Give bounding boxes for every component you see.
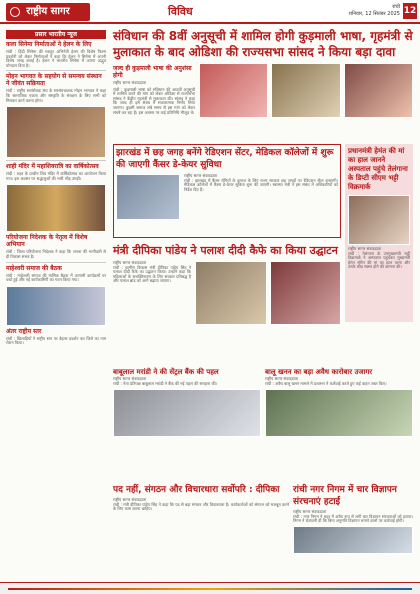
left-story-3	[6, 163, 106, 181]
lead-photo-3	[344, 63, 413, 118]
brand-logo	[6, 3, 90, 21]
story-8-body: रांची : अवैध बालू खनन मामले में प्रशासन ने कार्रवाई करते हुए कई वाहन जब्त किए।	[265, 380, 387, 386]
logo-emblem-icon	[10, 7, 20, 17]
left-story-1-headline: कला सिनेमा निर्माताओं ने हेलन के लिए	[6, 41, 92, 48]
left-story-1	[6, 41, 106, 68]
page-footer	[0, 582, 420, 594]
story-3-body: रांची : ग्रामीण विकास मंत्री दीपिका पांडेय सिंह ने पलाश दीदी कैफे का उद्घाटन किया। उन्होंने कहा कि महिलाओं के सशक्तिकरण के लिए सरकार प्रतिबद्ध है और पलाश ब्रांड को आगे बढ़ाया जाएगा।	[113, 264, 191, 284]
story-5-byline: राष्ट्रीय सागर संवाददाता	[113, 497, 147, 502]
story-8-headline: बालू खनन का बड़ा अवैध कारोबार उजागर	[265, 368, 373, 376]
left-story-4-body: रांची : जिला परियोजना निदेशक ने कहा कि जनता की भागीदारी से ही विकास संभव है।	[6, 249, 106, 259]
story-7-headline: बाबूलाल मरांडी ने की सेंट्रल बैंक की पहल	[113, 368, 219, 376]
story-8-photo	[265, 389, 413, 437]
story-2-photo	[116, 174, 180, 220]
story-4-byline: राष्ट्रीय सागर संवाददाता	[348, 246, 382, 251]
story-3-photo-2	[270, 261, 342, 325]
lead-photo-1	[199, 63, 268, 118]
section-title: विविध	[168, 5, 193, 18]
divider	[6, 262, 106, 263]
story-6-body: रांची : नगर निगम ने शहर में अवैध रूप से लगी चार विज्ञापन संरचनाओं को हटाया। निगम ने चेतावनी दी कि बिना अनुमति विज्ञापन लगाने वालों पर कार्रवाई होगी।	[293, 513, 413, 524]
story-8-byline: राष्ट्रीय सागर संवाददाता	[265, 376, 299, 381]
left-story-6-headline: अंतर राष्ट्रीय स्तर	[6, 327, 42, 335]
story-6-byline: राष्ट्रीय सागर संवाददाता	[293, 509, 327, 514]
main-content	[113, 28, 413, 570]
left-story-5	[6, 265, 106, 283]
left-story-4-headline: परियोजना निदेशक के नेतृत्व में विशेष अभियान	[6, 234, 88, 249]
lead-headline: संविधान की 8वीं अनुसूची में शामिल होगी कुड़माली भाषा, गृहमंत्री से मुलाकात के बाद ओडिशा की राज्यसभा सांसद ने किया बड़ा दावा	[113, 29, 413, 59]
divider	[6, 160, 106, 161]
story-hemant-mother	[345, 144, 413, 322]
story-2-headline: झारखंड में छह जगह बनेंगे रेडिएशन सेंटर, मेडिकल कॉलेजों में शुरू की जाएगी कैंसर डे-केयर सुविधा	[116, 148, 334, 170]
story-ad-structures	[293, 484, 413, 554]
left-story-2-headline: मोहन भागवत के सहयोग से समन्वय संस्थान ने जीवंत सक्रियता	[6, 73, 102, 88]
story-6-photo	[293, 526, 413, 554]
date-city: रांची	[392, 4, 400, 10]
left-story-2	[6, 73, 106, 103]
story-palash-cafe	[113, 244, 341, 325]
story-babulal	[113, 368, 261, 437]
lead-byline: राष्ट्रीय सागर संवाददाता	[113, 80, 147, 85]
story-3-byline: राष्ट्रीय सागर संवाददाता	[113, 260, 147, 265]
left-story-5-body: रांची : माहेश्वरी समाज की मासिक बैठक में आगामी कार्यक्रमों पर चर्चा हुई और नई कार्यकारिणी का गठन किया गया।	[6, 272, 106, 283]
left-column	[6, 30, 106, 570]
story-sand-mining	[265, 368, 413, 437]
story-7-body: रांची : नेता प्रतिपक्ष बाबूलाल मरांडी ने बैंक की नई पहल की सराहना की।	[113, 380, 218, 386]
story-4-photo	[348, 195, 410, 245]
story-4-headline: प्रधानमंत्री हेमंत की मां का हाल जानने अस्पताल पहुंचे तेलंगाना के डिप्टी सीएम भट्टी विक्रमार्क	[348, 147, 408, 191]
story-radiation-centers	[113, 144, 341, 238]
left-photo-1	[6, 106, 106, 158]
story-6-headline: रांची नगर निगम में चार विज्ञापन संरचनाएं हटाईं	[293, 485, 397, 507]
story-3-headline: मंत्री दीपिका पांडेय ने पलाश दीदी कैफे का किया उद्घाटन	[113, 244, 338, 257]
left-story-4	[6, 234, 106, 259]
left-column-tag: प्रसार भारतीय न्यूज	[6, 30, 106, 39]
brand-title: राष्ट्रीय सागर	[26, 6, 70, 17]
left-story-5-headline: माहेश्वरी समाज की बैठक	[6, 264, 62, 272]
story-7-byline: राष्ट्रीय सागर संवाददाता	[113, 376, 147, 381]
left-photo-2	[6, 184, 106, 232]
footer-strip	[8, 588, 412, 590]
story-deepika-quote	[113, 484, 289, 512]
masthead	[0, 0, 420, 24]
divider	[6, 70, 106, 71]
date-line	[349, 4, 400, 18]
left-photo-3	[6, 286, 106, 326]
story-5-body: रांची : मंत्री दीपिका पांडेय सिंह ने कहा कि पद से बड़ा संगठन और विचारधारा है। कार्यकर्ताओं को संगठन को मजबूत करने के लिए काम करना चाहिए।	[113, 501, 289, 512]
lead-body: रांची : कुड़माली भाषा को संविधान की आठवीं अनुसूची में शामिल करने की मांग को लेकर ओडिशा से राज्यसभा सांसद ने केंद्रीय गृहमंत्री से मुलाकात की। सांसद ने कहा कि जल्द ही इस संबंध में सकारात्मक निर्णय लिया जाएगा। कुड़मी समाज लंबे समय से इस मांग को लेकर संघर्ष कर रहा है। इस अवसर पर कई प्रतिनिधि मौजूद थे।	[113, 86, 195, 115]
left-story-1-body: रांची : हिंदी सिनेमा की मशहूर अभिनेत्री हेलन की विशेष फिल्म प्रदर्शनी को लेकर निर्माताओं ने कहा कि हेलन ने सिनेमा में अपनी विशेष जगह बनाई है। हेलन ने भारतीय सिनेमा में अपना अद्भुत योगदान दिया है।	[6, 49, 106, 68]
story-2-body: रांची : झारखंड में कैंसर रोगियों के इलाज के लिए राज्य सरकार छह जगहों पर रेडिएशन सेंटर बनाएगी। मेडिकल कॉलेजों में कैंसर डे-केयर सुविधा शुरू की जाएगी। स्वास्थ्य मंत्री ने इस संबंध में अधिकारियों को निर्देश दिए हैं।	[184, 177, 338, 192]
story-2-byline: राष्ट्रीय सागर संवाददाता	[184, 173, 218, 178]
left-story-6	[6, 328, 106, 346]
left-story-6-body: रांची : खिलाड़ियों ने राष्ट्रीय स्तर पर बेहतर प्रदर्शन कर जिले का नाम रोशन किया।	[6, 335, 106, 346]
left-story-2-body: रांची : राष्ट्रीय स्वयंसेवक संघ के सरसंघचालक मोहन भागवत ने कहा कि सामाजिक एकता और संस्कृति के संरक्षण के लिए सभी को मिलकर कार्य करना होगा।	[6, 88, 106, 103]
left-story-3-headline: शाही मंदिर में महाशिवरात्रि का वार्षिकोत्सव	[6, 163, 99, 171]
story-4-body: रांची : तेलंगाना के उपमुख्यमंत्री भट्टी विक्रमार्क ने अस्पताल पहुंचकर मुख्यमंत्री हेमंत सोरेन की मां का हाल जाना और उनके शीघ्र स्वस्थ होने की कामना की।	[348, 250, 410, 270]
story-7-photo	[113, 389, 261, 437]
story-5-headline: पद नहीं, संगठन और विचारधारा सर्वोपरि : दीपिका	[113, 485, 280, 495]
left-story-3-body: रांची : शहर के प्राचीन शिव मंदिर में वार्षिकोत्सव का आयोजन किया गया। इस अवसर पर श्रद्धालुओं की भारी भीड़ उमड़ी।	[6, 171, 106, 181]
lead-photo-2	[271, 63, 340, 118]
date-text: शनिवार, 12 सितंबर 2025	[348, 11, 400, 17]
story-3-photo-1	[195, 261, 267, 325]
lead-subheadline: जल्द ही कुड़माली भाषा की अनुशंसा होगी	[113, 65, 192, 79]
lead-story	[113, 28, 413, 118]
page-number: 12	[403, 3, 417, 19]
